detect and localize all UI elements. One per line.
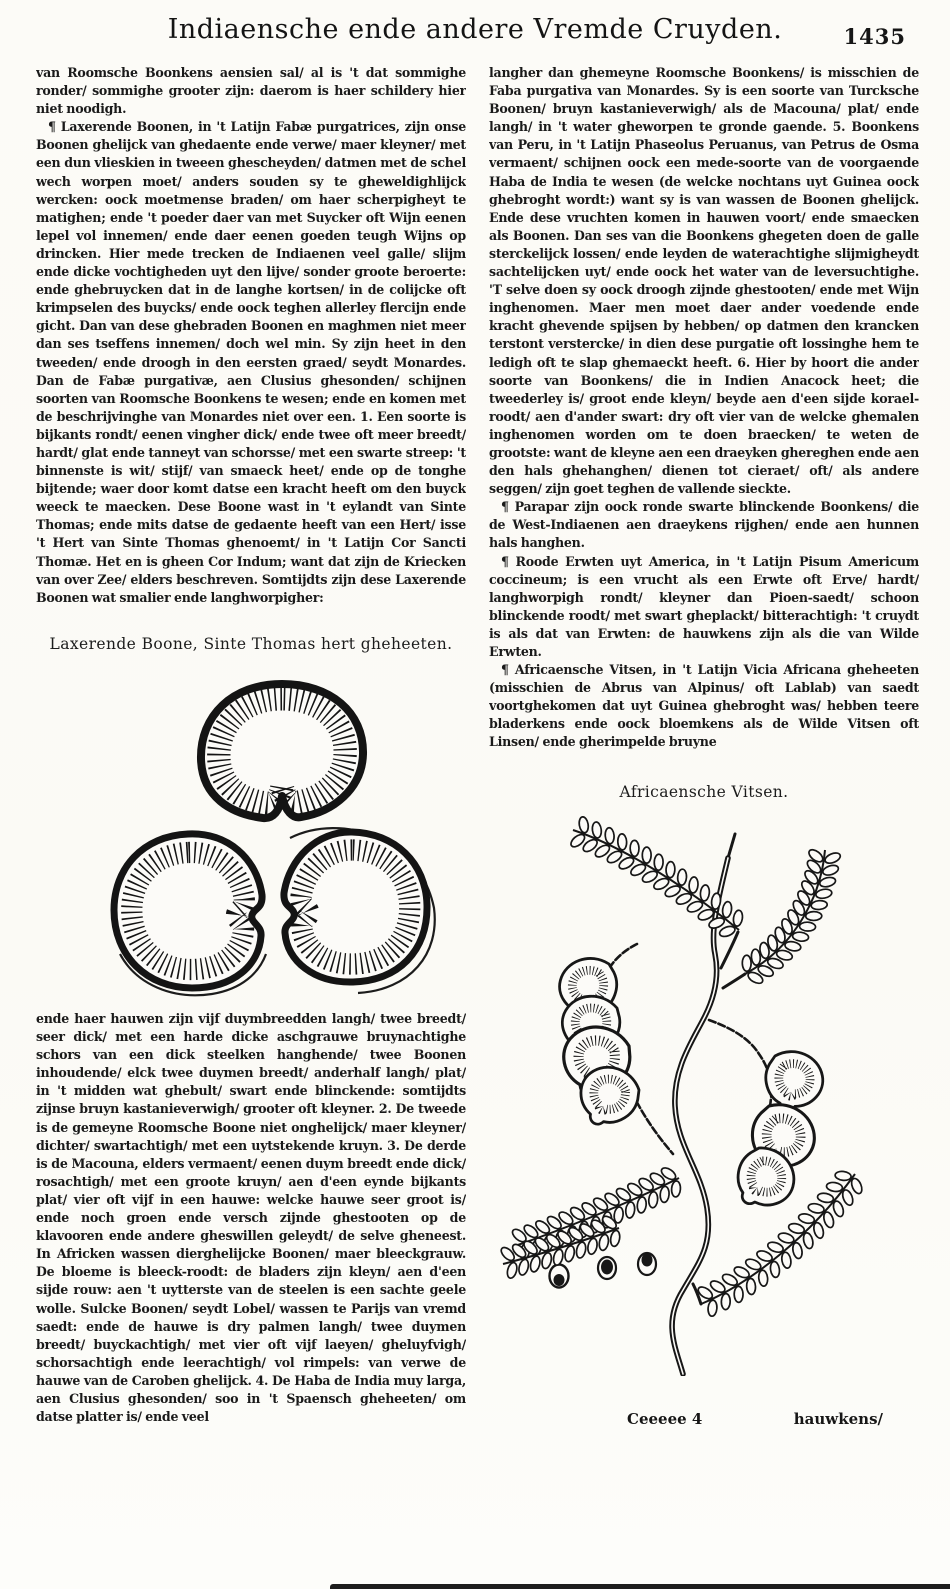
signature-mark: Ceeeee 4 (627, 1410, 703, 1428)
left-text-top (36, 64, 466, 630)
bean-bottom-left (114, 834, 262, 988)
page-header (0, 14, 950, 60)
vetch-leaf-sprig (742, 847, 842, 985)
pod-cluster-left (555, 953, 647, 1136)
paragraph-parapar: ¶ Parapar zijn oock ronde swarte blinckende Boonkens/ die de West-Indiaenen aen draeykens rijghen/ ende aen hunnen hals hanghen. (489, 499, 919, 551)
paragraph-continuation: langher dan ghemeyne Roomsche Boonkens/ is misschien de Faba purgativa van Monardes. Sy is een soorte van Turcksche Boonen/ bruyn kastanieverwigh/ als de Macouna/ plat/ ende langh/ in 't water gheworpen te gronde gaende. 5. Boonkens van Peru, in 't Latijn Phaseolus Peruanus, van Petrus de Osma vermaent/ schijnen oock een mede-soorte van de voorgaende Haba de India te wesen (de welcke nochtans uyt Guinea oock ghebroght wordt:) want sy is van wassen de Boonen ghelijck. Ende dese vruchten komen in hauwen voort/ ende smaecken als Boonen. Dan ses van die Boonkens ghegeten doen de galle sterckelijck lossen/ ende leyden de waterachtighe slijmigheydt sachtelijcken uyt/ ende oock het water van de leversuchtighe. 'T selve doen sy oock droogh zijnde ghestooten/ ende met Wijn inghenomen. Maer men moet daer ander voedende ende kracht ghevende spijsen by hebben/ op datmen den krancken terstont verstercke/ in dien dese purgatie oft lossinghe hem te ledigh oft te slap ghemaeckt heeft. 6. Hier by hoort die ander soorte van Boonkens/ die in Indien Anacock heet; die tweederley is/ groot ende kleyn/ beyde aen d'een sijde korael-roodt/ aen d'ander swart: dry oft vier van de welcke ghemalen inghenomen worden om te doen braecken/ te weten de grootste: want de kleyne aen een draeyken ghereghen ende aen den hals ghehanghen/ dienen tot cieraet/ oft/ als andere seggen/ zijn goet teghen de vallende sieckte. (489, 65, 919, 497)
paragraph-roode-erwten: ¶ Roode Erwten uyt America, in 't Latijn Pisum Americum coccineum; is een vrucht als een Erwte oft Erve/ hardt/ langhworpigh rondt/ kleyner dan Pioen-saedt/ schoon blinckende roodt/ met swart gheplackt/ bitterachtigh: 't cruydt is als dat van Erwten: de hauwkens zijn als die van Wilde Erwten. (489, 553, 919, 659)
running-header: Indiaensche ende andere Vremde Cruyden. (167, 14, 783, 45)
left-text-bottom (36, 1010, 466, 1488)
page-number: 1435 (843, 24, 906, 49)
figure-caption-vetch: Africaensche Vitsen. (619, 783, 789, 801)
vetch-woodcut (487, 806, 927, 1376)
right-text-top (489, 64, 919, 778)
scan-edge-artifact (330, 1584, 950, 1589)
beans-woodcut (100, 662, 440, 997)
paragraph-hauwen: ende haer hauwen zijn vijf duymbreedden langh/ twee breedt/ seer dick/ met een harde dicke aschgrauwe bruynachtighe schors van een dick steelken hanghende/ twee Boonen inhoudende/ elck twee duymen breedt/ anderhalf langh/ plat/ in 't midden wat ghebult/ swart ende blinckende: somtijdts zijnse bruyn kastanieverwigh/ grooter oft kleyner. 2. De tweede is de gemeyne Roomsche Boone niet onghelijck/ maer kleyner/ dichter/ swartachtigh/ met een uytstekende kruyn. 3. De derde is de Macouna, elders vermaent/ eenen duym breedt ende dick/ rosachtigh/ met een groote kruyn/ aen d'een eynde bijkants plat/ vier oft vijf in een hauwe: welcke hauwe seer groot is/ ende noch groen ende versch zijnde ghestooten op de klavooren ende andere gheswillen geleydt/ de selve gheneest. In Africken wassen dierghelijcke Boonen/ maer bleeckgrauw. De bloeme is bleeck-roodt: de bladers zijn kleyn/ aen d'een sijde rouw: aen 't uytterste van de steelen is een sachte geele wolle. Sulcke Boonen/ seydt Lobel/ wassen te Parijs van vremd saedt: ende de hauwe is dry palmen langh/ twee duymen breedt/ buyckachtigh/ met vier oft vijf laeyen/ gheluyfvigh/ schorsachtigh ende leerachtigh/ vol rimpels: van verwe de hauwe van de Caroben ghelijck. 4. De Haba de India muy larga, aen Clusius ghesonden/ soo in 't Spaensch gheheeten/ om datse platter is/ ende veel (36, 1011, 466, 1425)
left-column (36, 64, 466, 1589)
bean-top (201, 684, 363, 818)
bean-bottom-right (284, 832, 427, 982)
pod-cluster-right (723, 1045, 829, 1220)
catchword: hauwkens/ (793, 1410, 883, 1428)
bottom-line (489, 1410, 919, 1428)
vetch-leaf-sprig (569, 816, 744, 938)
figure-caption-beans: Laxerende Boone, Sinte Thomas hert gheheeten. (49, 635, 453, 653)
paragraph-africaensche-vitsen: ¶ Africaensche Vitsen, in 't Latijn Vicia Africana gheheeten (misschien de Abrus van Alpinus/ oft Lablab) van saedt voortghekomen dat uyt Guinea ghebroght was/ hebben teere bladerkens ende oock bloemkens als de Wilde Vitsen oft Linsen/ ende gherimpelde bruyne (489, 662, 919, 750)
right-column (489, 64, 919, 1589)
paragraph-laxerende-boonen: ¶ Laxerende Boonen, in 't Latijn Fabæ purgatrices, zijn onse Boonen ghelijck van ghedaente ende verwe/ maer kleyner/ met een dun vlieskien in tweeen ghescheyden/ datmen met de schel wech worpen moet/ anders souden sy te gheweldighlijck wercken: oock moetmense braden/ om haer scherpigheyt te matighen; ende 't poeder daer van met Suycker oft Wijn eenen lepel vol innemen/ ende daer eenen goeden teugh Wijns op drincken. Hier mede trecken de Indiaenen veel galle/ slijm ende dicke vochtigheden uyt den lijve/ sonder groote beroerte: ende ghebruycken dat in de langhe kortsen/ in de colijcke oft krimpselen des buycks/ ende oock teghen allerley flercijn ende gicht. Dan van dese ghebraden Boonen en maghmen niet meer dan ses tseffens innemen/ doch wel min. Sy zijn heet in den tweeden/ ende droogh in den eersten graed/ seydt Monardes. Dan de Fabæ purgativæ, aen Clusius ghesonden/ schijnen soorten van Roomsche Boonkens te wesen; ende en komen met de beschrijvinghe van Monardes niet over een. 1. Een soorte is bijkants rondt/ eenen vingher dick/ ende twee oft meer breedt/ hardt/ glat ende tanneyt van schorsse/ met een swarte streep: 't binnenste is wit/ stijf/ van smaeck heet/ ende op de tonghe bijtende; waer door komt datse een kracht heeft om den buyck weeck te maecken. Dese Boone wast in 't eylandt van Sinte Thomas; ende mits datse de gedaente heeft van een Hert/ isse 't Hert van Sinte Thomas ghenoemt/ in 't Latijn Cor Sancti Thomæ. Het en is gheen Cor Indum; want dat zijn de Kriecken van over Zee/ elders beschreven. Somtijdts zijn dese Laxerende Boonen wat smalier ende langhworpigher: (36, 119, 466, 605)
paragraph-continuation: van Roomsche Boonkens aensien sal/ al is 't dat sommighe ronder/ sommighe grooter zijn: daerom is haer schildery hier niet noodigh. (36, 65, 466, 117)
